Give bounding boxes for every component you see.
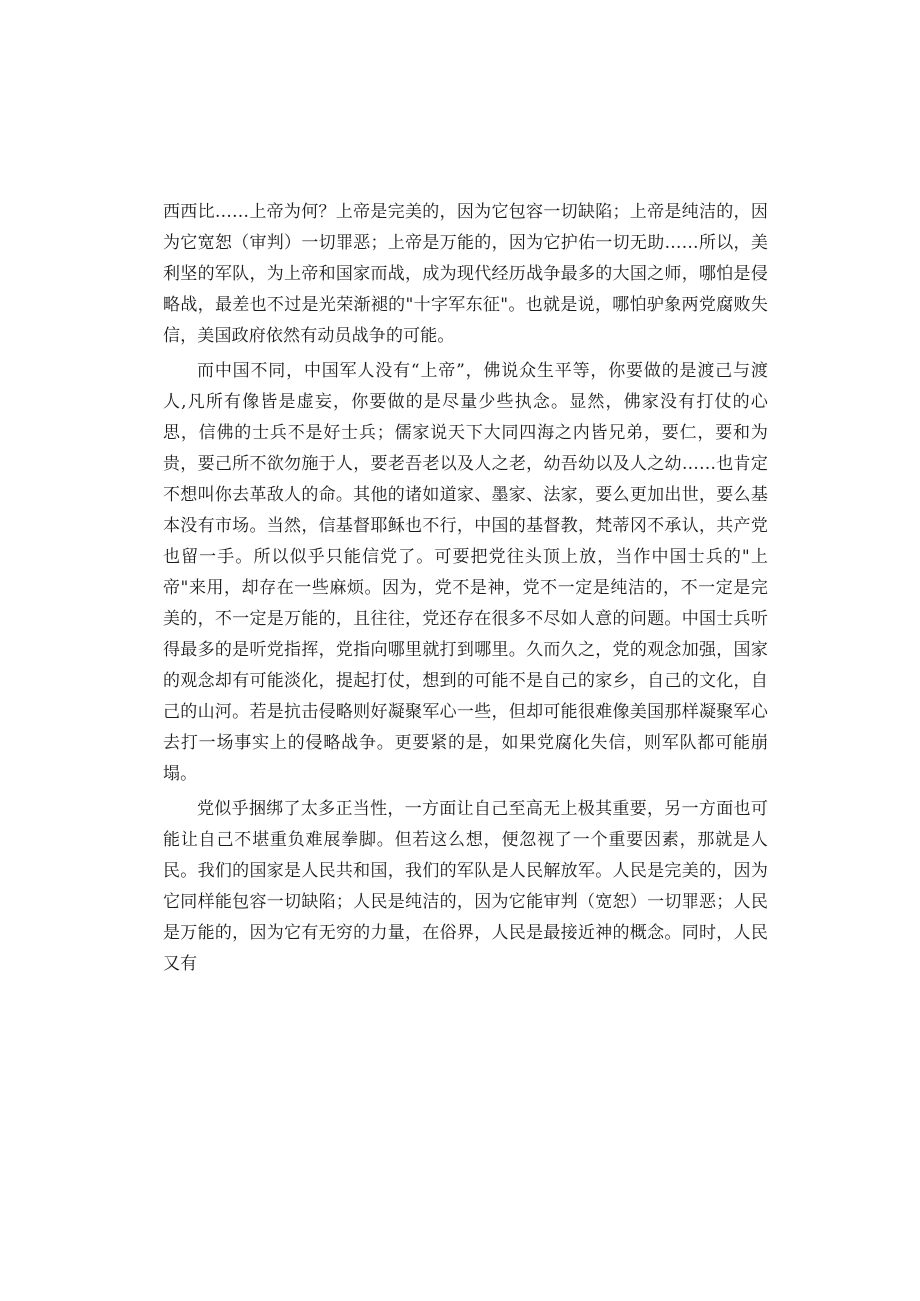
paragraph-3: 党似乎捆绑了太多正当性，一方面让自己至高无上极其重要，另一方面也可能让自己不堪重负难展拳脚。但若这么想，便忽视了一个重要因素，那就是人民。我们的国家是人民共和国，我们的军队是人民解放军。人民是完美的，因为它同样能包容一切缺陷；人民是纯洁的，因为它能审判（宽恕）一切罪恶；人民是万能的，因为它有无穷的力量，在俗界，人民是最接近神的概念。同时，人民又有 — [163, 799, 768, 974]
paragraph-1: 西西比……上帝为何？上帝是完美的，因为它包容一切缺陷；上帝是纯洁的，因为它宽恕（审判）一切罪恶；上帝是万能的，因为它护佑一切无助……所以，美利坚的军队，为上帝和国家而战，成为现代经历战争最多的大国之师，哪怕是侵略战，最差也不过是光荣渐褪的"十字军东征"。也就是说，哪怕驴象两党腐败失信，美国政府依然有动员战争的可能。 — [163, 202, 768, 346]
paragraph-2: 而中国不同，中国军人没有“上帝”，佛说众生平等，你要做的是渡己与渡人,凡所有像皆是虚妄，你要做的是尽量少些执念。显然，佛家没有打仗的心思，信佛的士兵不是好士兵；儒家说天下大同四海之内皆兄弟，要仁，要和为贵，要己所不欲勿施于人，要老吾老以及人之老，幼吾幼以及人之幼……也肯定不想叫你去革敌人的命。其他的诸如道家、墨家、法家，要么更加出世，要么基本没有市场。当然，信基督耶稣也不行，中国的基督教，梵蒂冈不承认，共产党也留一手。所以似乎只能信党了。可要把党往头顶上放，当作中国士兵的"上帝"来用，却存在一些麻烦。因为，党不是神，党不一定是纯洁的，不一定是完美的，不一定是万能的，且往往，党还存在很多不尽如人意的问题。中国士兵听得最多的是听党指挥，党指向哪里就打到哪里。久而久之，党的观念加强，国家的观念却有可能淡化，提起打仗，想到的可能不是自己的家乡，自己的文化，自己的山河。若是抗击侵略则好凝聚军心一些，但却可能很难像美国那样凝聚军心去打一场事实上的侵略战争。更要紧的是，如果党腐化失信，则军队都可能崩塌。 — [163, 361, 768, 784]
body-text — [163, 197, 768, 984]
